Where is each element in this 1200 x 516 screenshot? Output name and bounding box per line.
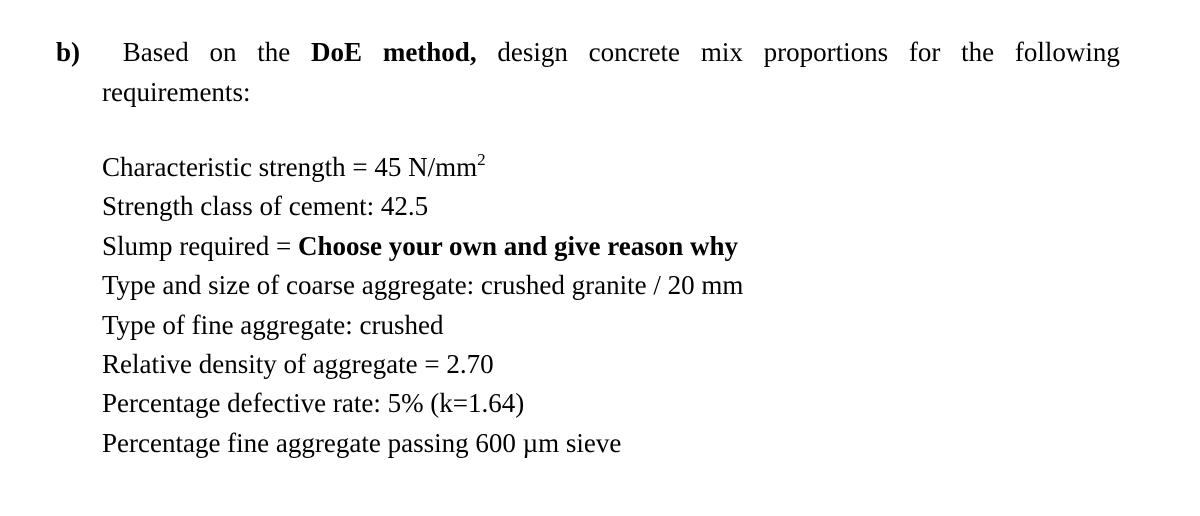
requirement-defective-rate (102, 384, 1102, 423)
question-word: for (908, 37, 941, 67)
question-label: b) (56, 37, 81, 67)
requirement-slump (102, 227, 1102, 266)
requirement-text: Characteristic strength = 45 N/mm (102, 152, 478, 182)
question-word: mix (700, 37, 743, 67)
question-word: the (961, 37, 995, 67)
question-word: proportions (763, 37, 889, 67)
question-line-2: requirements: (102, 77, 251, 107)
question-word: Based (122, 37, 189, 67)
requirement-text: Relative density of aggregate = 2.70 (102, 348, 494, 379)
requirement-text: Slump required = (102, 230, 298, 261)
question-word: on (209, 37, 237, 67)
question-word: concrete (588, 37, 681, 67)
requirement-characteristic-strength (102, 148, 1102, 187)
requirement-text: Percentage defective rate: 5% (k=1.64) (102, 388, 525, 419)
question-word: the (257, 37, 291, 67)
requirement-coarse-aggregate (102, 266, 1102, 305)
question-word: design (497, 37, 568, 67)
question-word-bold: method, (382, 37, 477, 67)
question-line-1 (56, 32, 1120, 72)
requirement-text: Percentage fine aggregate passing 600 µm sieve (102, 427, 622, 458)
superscript: 2 (477, 150, 486, 169)
requirement-fine-aggregate (102, 306, 1102, 345)
requirement-text: Type and size of coarse aggregate: crushed granite / 20 mm (102, 270, 744, 301)
requirement-text: Strength class of cement: 42.5 (102, 191, 429, 222)
requirement-bold-text: Choose your own and give reason why (297, 230, 739, 261)
question-b (56, 32, 1120, 112)
question-word: following (1014, 37, 1120, 67)
requirement-fine-passing (102, 424, 1102, 463)
requirements-list (102, 148, 1102, 463)
requirement-cement-class (102, 187, 1102, 226)
requirement-text: Type of fine aggregate: crushed (102, 309, 444, 340)
requirement-relative-density (102, 345, 1102, 384)
question-word-bold: DoE (311, 37, 363, 67)
